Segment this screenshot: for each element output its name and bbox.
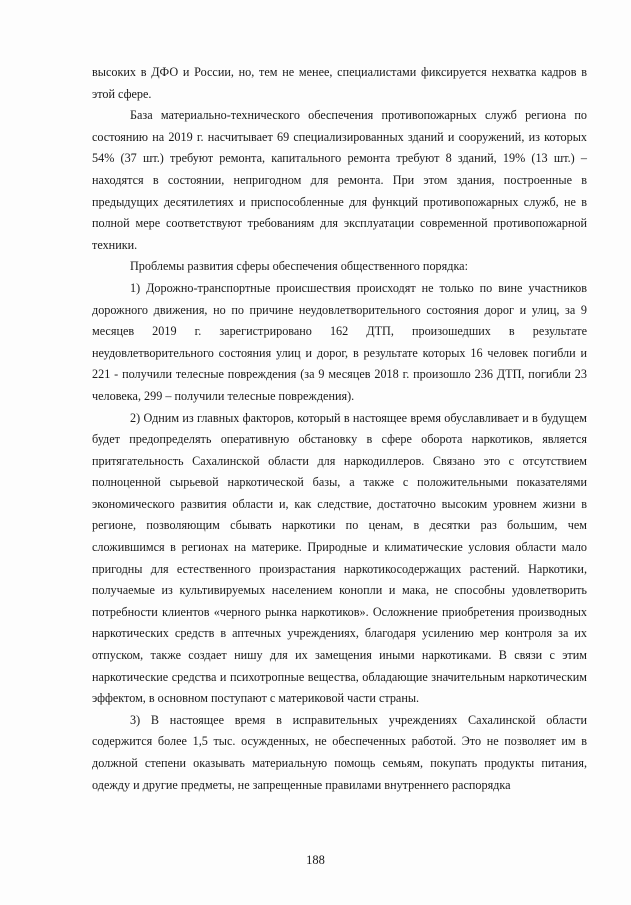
paragraph-continuation: высоких в ДФО и России, но, тем не менее, специалистами фиксируется нехватка кадров в этой сфере. <box>92 65 587 101</box>
body-text <box>92 62 587 796</box>
page-number: 188 <box>306 853 325 867</box>
paragraph-drug-trafficking: 2) Одним из главных факторов, который в настоящее время обуславливает и в будущем будет предопределять оперативную обстановку в сфере оборота наркотиков, является притягательность Сахалинской области для наркодиллеров. Связано это с отсутствием полноценной сырьевой наркотической базы, а также с положительными показателями экономического развития области и, как следствие, достаточно высоким уровнем жизни в регионе, позволяющим сбывать наркотики по ценам, в десятки раз большим, чем сложившимся в регионах на материке. Природные и климатические условия области мало пригодны для естественного произрастания наркотикосодержащих растений. Наркотики, получаемые из культивируемых населением конопли и мака, не способны удовлетворить потребности клиентов «черного рынка наркотиков». Осложнение приобретения производных наркотических средств в аптечных учреждениях, благодаря усилению мер контроля за их отпуском, также создает нишу для их замещения иными наркотиками. В связи с этим наркотические средства и психотропные вещества, обладающие значительным наркотическим эффектом, в основном поступают с материковой части страны. <box>92 410 587 706</box>
paragraph-correctional-institutions: 3) В настоящее время в исправительных учреждениях Сахалинской области содержится более 1,5 тыс. осужденных, не обеспеченных работой. Это не позволяет им в должной степени оказывать материальную помощь семьям, покупать продукты питания, одежду и другие предметы, не запрещенные правилами внутреннего распорядка <box>92 712 587 792</box>
paragraph-road-accidents: 1) Дорожно-транспортные происшествия происходят не только по вине участников дорожного движения, но по причине неудовлетворительного состояния дорог и улиц, за 9 месяцев 2019 г. зарегистрировано 162 ДТП, произошедших в результате неудовлетворительного состояния улиц и дорог, в результате которых 16 человек погибли и 221 - получили телесные повреждения (за 9 месяцев 2018 г. произошло 236 ДТП, погибли 23 человека, 299 – получили телесные повреждения). <box>92 280 587 403</box>
paragraph-public-order-problems: Проблемы развития сферы обеспечения общественного порядка: <box>130 259 468 274</box>
paragraph-fire-services-base: База материально-технического обеспечения противопожарных служб региона по состоянию на 2019 г. насчитывает 69 специализированных зданий и сооружений, из которых 54% (37 шт.) требуют ремонта, капитального ремонта требуют 8 зданий, 19% (13 шт.) – находятся в состоянии, непригодном для ремонта. При этом здания, построенные в предыдущих десятилетиях и приспособленные для функций противопожарных служб, не в полной мере соответствуют требованиям для эксплуатации современной противопожарной техники. <box>92 108 587 252</box>
